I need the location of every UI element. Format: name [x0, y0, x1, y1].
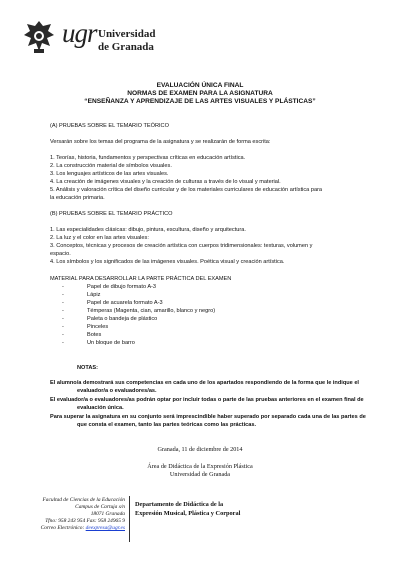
notes-line: evaluador/a o evaluadores/as.: [77, 388, 157, 394]
notes-line: El alumno/a demostrará sus competencias en cada uno de los apartados respondiendo de la forma que le indique el: [50, 380, 359, 386]
address-line: Campus de Cartuja s/n: [75, 504, 125, 510]
material-item: [62, 324, 362, 332]
notes-line: que consta el examen, tanto las partes teóricas como las prácticas.: [77, 422, 257, 428]
materials-heading: MATERIAL PARA DESARROLLAR LA PARTE PRÁCTICA DEL EXAMEN: [50, 276, 232, 282]
title-line2: NORMAS DE EXAMEN PARA LA ASIGNATURA: [127, 90, 273, 97]
signature-date: Granada, 11 de diciembre de 2014: [157, 446, 243, 453]
notes-line: Para superar la asignatura en su conjunto será imprescindible haber superado por separado cada una de las partes de: [50, 414, 366, 420]
section-a-heading: (A) PRUEBAS SOBRE EL TEMARIO TEÓRICO: [50, 123, 169, 129]
material-text: Papel de dibujo formato A-3: [87, 284, 157, 290]
email-link[interactable]: deexpresa@ugr.es: [85, 525, 125, 531]
section-a-item: 1. Teorías, historia, fundamentos y perspectivas críticas en educación artística.: [50, 155, 246, 161]
notes-line: El evaluador/a o evaluadores/as podrán optar por incluir todas o parte de las pruebas anteriores en el examen final de: [50, 397, 364, 403]
section-a-item: 5. Análisis y valoración crítica del diseño curricular y de los materiales curriculares de educación artística para: [50, 187, 323, 193]
university-crest-logo: [20, 18, 58, 56]
list-dash: -: [62, 292, 64, 298]
footer-address: [8, 497, 125, 532]
material-item: [62, 308, 362, 316]
university-name-line2: de Granada: [98, 41, 154, 53]
notes-line: evaluación única.: [77, 405, 124, 411]
section-b-item: 2. La luz y el color en las artes visuales:: [50, 235, 149, 241]
section-a-intro: Versarán sobre los temas del programa de la asignatura y se realizarán de forma escrita:: [50, 139, 271, 145]
list-dash: -: [62, 340, 64, 346]
material-item: [62, 316, 362, 324]
footer-department: [135, 500, 240, 518]
material-item: [62, 340, 362, 348]
department-line2: Expresión Musical, Plástica y Corporal: [135, 510, 241, 517]
material-text: Pinceles: [87, 324, 109, 330]
signature-area: Área de Didáctica de la Expresión Plástica: [147, 463, 253, 470]
list-dash: -: [62, 300, 64, 306]
email-row: [8, 525, 125, 532]
section-b-item: 1. Las especialidades clásicas: dibujo, pintura, escultura, diseño y arquitectura.: [50, 227, 246, 233]
material-text: Papel de acuarela formato A-3: [87, 300, 163, 306]
university-name-line1: Universidad: [98, 28, 156, 40]
section-a-item: 4. La creación de imágenes visuales y la creación de culturas a través de lo visual y material.: [50, 179, 281, 185]
list-dash: -: [62, 308, 64, 314]
section-b-item: espacio.: [50, 251, 71, 257]
list-dash: -: [62, 332, 64, 338]
section-b-heading: (B) PRUEBAS SOBRE EL TEMARIO PRÁCTICO: [50, 211, 173, 217]
material-text: Témperas (Magenta, cian, amarillo, blanco y negro): [87, 308, 216, 314]
address-line: Tfno: 958 243 954 Fax: 958 24965 9: [45, 518, 125, 524]
logo-text: ugr: [62, 18, 97, 48]
section-b-item: 3. Conceptos, técnicas y procesos de creación artística con cuerpos tridimensionales: texturas, volumen y: [50, 243, 313, 249]
materials-list: [62, 284, 362, 348]
section-a-item: 3. Los lenguajes artísticos de las artes visuales.: [50, 171, 169, 177]
title-line1: EVALUACIÓN ÚNICA FINAL: [156, 82, 244, 89]
department-line1: Departamento de Didáctica de la: [135, 501, 224, 508]
email-label: Correo Electrónico:: [40, 525, 85, 531]
signature-university: Universidad de Granada: [169, 471, 231, 478]
material-text: Lápiz: [87, 292, 101, 298]
material-text: Paleta o bandeja de plástico: [87, 316, 158, 322]
address-line: 18071 Granada: [90, 511, 125, 517]
footer-divider: [129, 496, 130, 542]
title-line3: “ENSEÑANZA Y APRENDIZAJE DE LAS ARTES VISUALES Y PLÁSTICAS”: [84, 98, 316, 105]
list-dash: -: [62, 284, 64, 290]
material-item: [62, 292, 362, 300]
material-item: [62, 284, 362, 292]
list-dash: -: [62, 324, 64, 330]
material-item: [62, 300, 362, 308]
material-item: [62, 332, 362, 340]
notes-heading: NOTAS:: [77, 365, 99, 371]
address-line: Facultad de Ciencias de la Educación: [42, 497, 125, 503]
material-text: Botes: [87, 332, 102, 338]
section-b-item: 4. Los símbolos y los significados de las imágenes visuales. Poética visual y creación artística.: [50, 259, 285, 265]
section-a-item: la educación primaria.: [50, 195, 105, 201]
list-dash: -: [62, 316, 64, 322]
material-text: Un bloque de barro: [87, 340, 135, 346]
section-a-item: 2. La construcción material de símbolos visuales.: [50, 163, 172, 169]
